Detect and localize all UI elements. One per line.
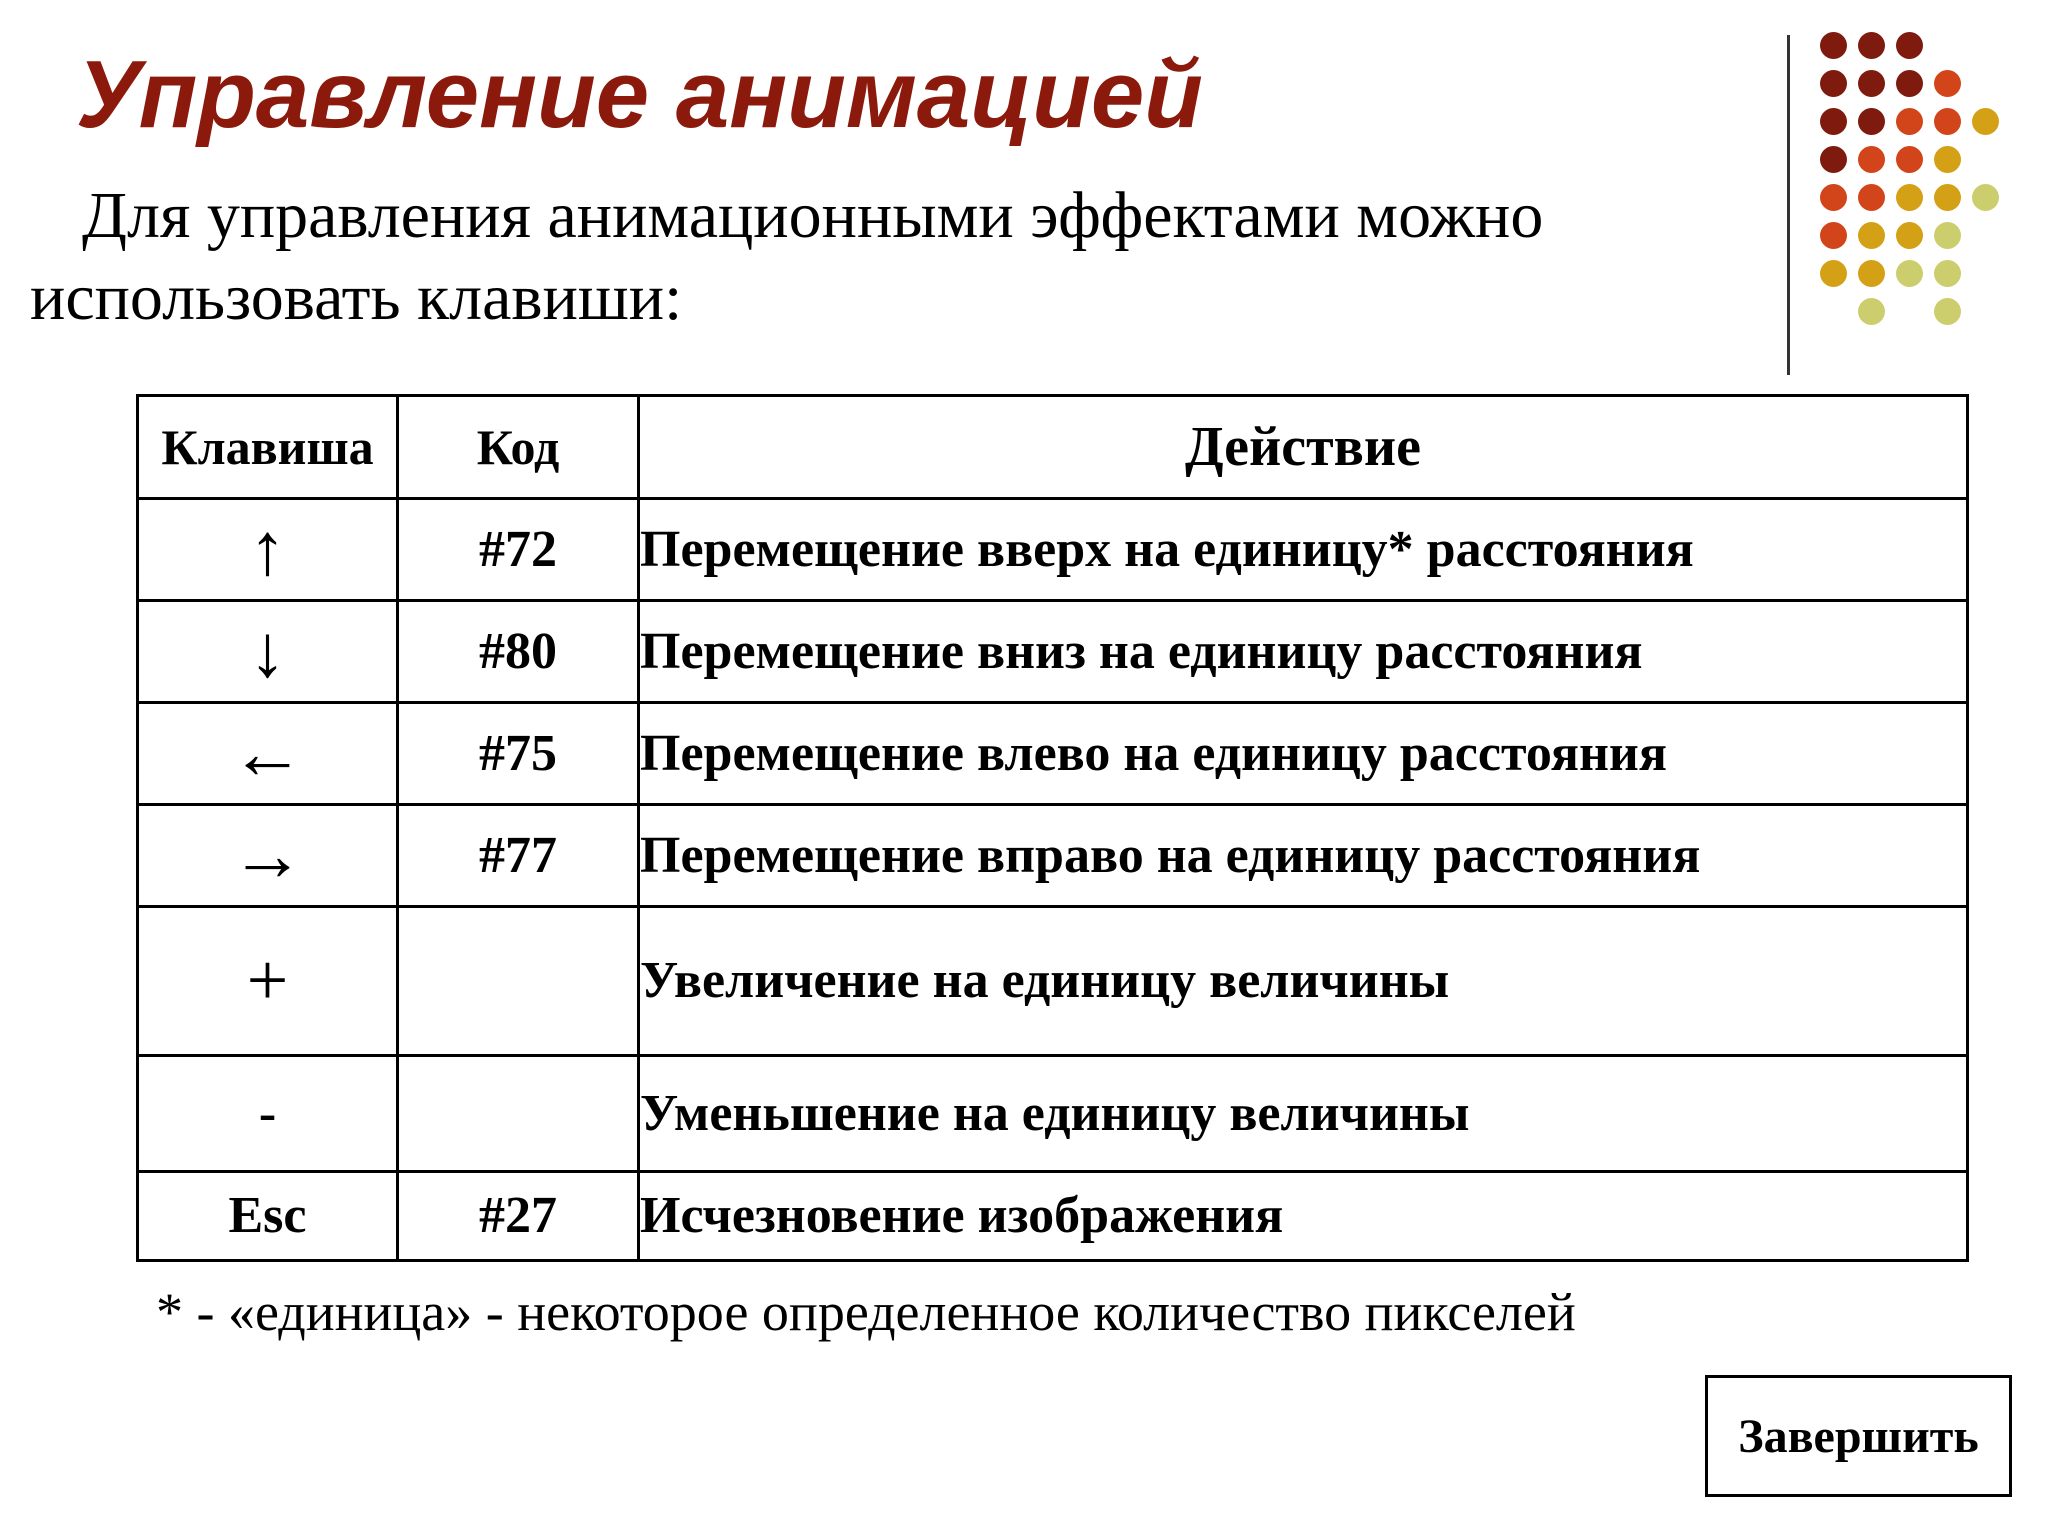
- key-action: Перемещение вниз на единицу расстояния: [639, 601, 1968, 703]
- decorative-dot: [1820, 70, 1847, 97]
- decorative-dot: [1858, 184, 1885, 211]
- key-action: Перемещение вверх на единицу* расстояния: [639, 499, 1968, 601]
- key-action: Перемещение влево на единицу расстояния: [639, 703, 1968, 805]
- decorative-dot: [1896, 184, 1923, 211]
- decorative-dot: [1896, 146, 1923, 173]
- slide-title: Управление анимацией: [76, 41, 1203, 148]
- table-row: [138, 499, 1968, 601]
- decorative-dot: [1820, 184, 1847, 211]
- decorative-dot: [1820, 146, 1847, 173]
- table-row: [138, 703, 1968, 805]
- key-plus: +: [138, 907, 398, 1056]
- decorative-dot: [1858, 70, 1885, 97]
- key-down-arrow: ↓: [138, 601, 398, 703]
- key-code: #80: [398, 601, 639, 703]
- finish-button[interactable]: Завершить: [1705, 1375, 2012, 1497]
- decorative-dot: [1934, 222, 1961, 249]
- table-row: [138, 907, 1968, 1056]
- decorative-dot: [1858, 108, 1885, 135]
- table-row: [138, 601, 1968, 703]
- key-action: Исчезновение изображения: [639, 1172, 1968, 1261]
- decorative-dot: [1972, 184, 1999, 211]
- header-key: Клавиша: [138, 396, 398, 499]
- table-header-row: [138, 396, 1968, 499]
- decorative-dot: [1934, 70, 1961, 97]
- decorative-dot: [1896, 108, 1923, 135]
- decorative-dot: [1934, 260, 1961, 287]
- decorative-dot: [1820, 260, 1847, 287]
- key-code: #75: [398, 703, 639, 805]
- table-row: [138, 1056, 1968, 1172]
- decorative-dot: [1934, 108, 1961, 135]
- decorative-dot: [1858, 222, 1885, 249]
- decorative-dot: [1820, 222, 1847, 249]
- key-code: [398, 907, 639, 1056]
- decorative-dot: [1934, 146, 1961, 173]
- key-right-arrow: →: [138, 805, 398, 907]
- decorative-dot: [1858, 146, 1885, 173]
- decorative-dot: [1896, 260, 1923, 287]
- key-table: [136, 394, 1969, 1262]
- decorative-dot: [1858, 260, 1885, 287]
- key-esc: Esc: [138, 1172, 398, 1261]
- decorative-dot: [1896, 222, 1923, 249]
- decorative-dot: [1934, 184, 1961, 211]
- key-action: Увеличение на единицу величины: [639, 907, 1968, 1056]
- decorative-dot: [1820, 108, 1847, 135]
- key-minus: -: [138, 1056, 398, 1172]
- intro-text: Для управления анимационными эффектами можно использовать клавиши:: [30, 179, 1544, 334]
- header-action: Действие: [639, 396, 1968, 499]
- key-code: [398, 1056, 639, 1172]
- table-row: [138, 1172, 1968, 1261]
- footnote: * - «единица» - некоторое определенное количество пикселей: [156, 1282, 1576, 1342]
- key-action: Уменьшение на единицу величины: [639, 1056, 1968, 1172]
- decorative-dot: [1972, 108, 1999, 135]
- decorative-dot: [1934, 298, 1961, 325]
- key-left-arrow: ←: [138, 703, 398, 805]
- key-up-arrow: ↑: [138, 499, 398, 601]
- key-code: #72: [398, 499, 639, 601]
- decorative-divider: [1787, 35, 1790, 375]
- key-action: Перемещение вправо на единицу расстояния: [639, 805, 1968, 907]
- table-row: [138, 805, 1968, 907]
- decorative-dot: [1858, 32, 1885, 59]
- key-code: #77: [398, 805, 639, 907]
- decorative-dot: [1896, 70, 1923, 97]
- decorative-dot: [1820, 32, 1847, 59]
- header-code: Код: [398, 396, 639, 499]
- key-code: #27: [398, 1172, 639, 1261]
- decorative-dot: [1858, 298, 1885, 325]
- decorative-dot: [1896, 32, 1923, 59]
- decorative-dot-grid: [1820, 32, 2030, 332]
